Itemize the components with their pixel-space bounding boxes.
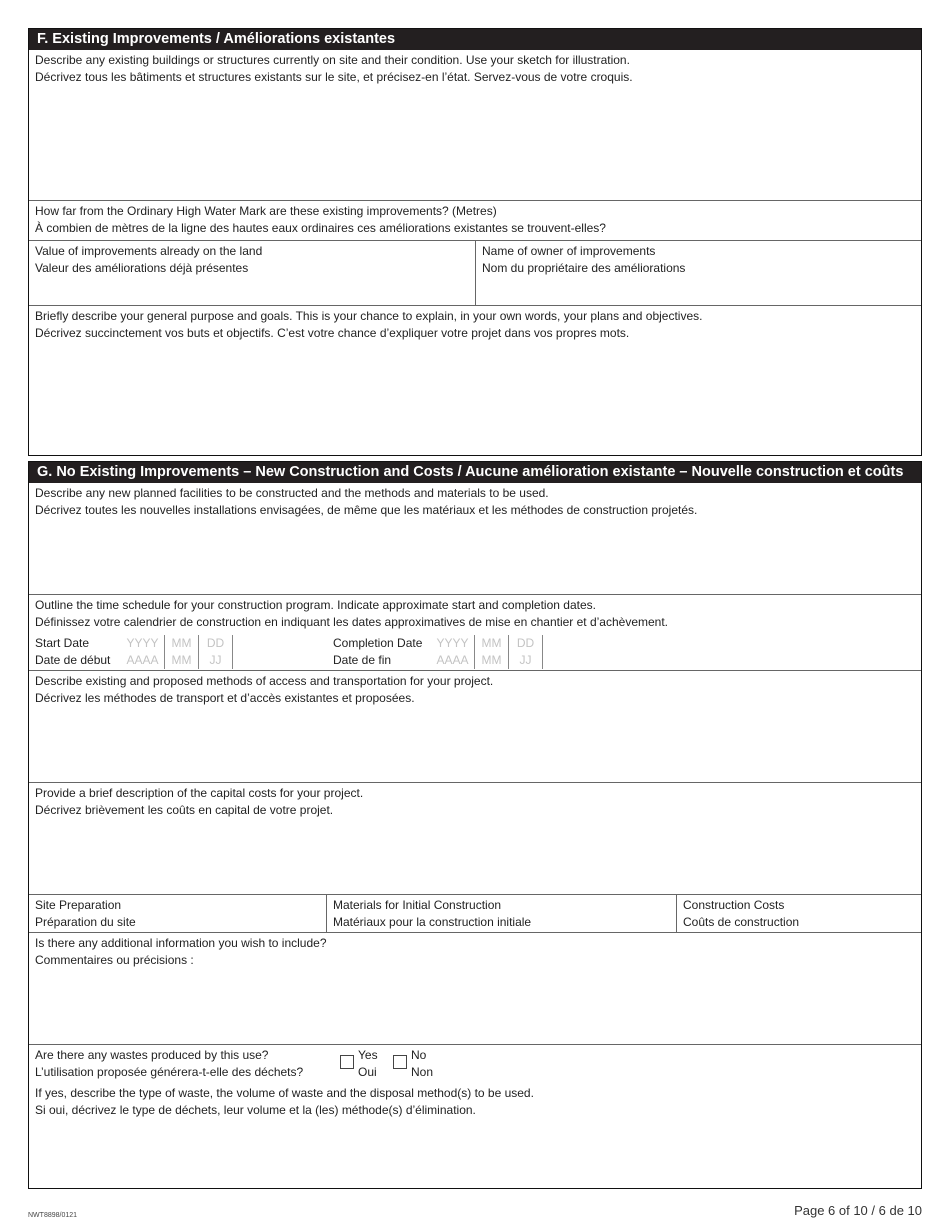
start-date-label-en: Start Date [35,636,90,650]
completion-date-label-fr: Date de fin [333,653,392,667]
wastes-no-checkbox[interactable] [393,1055,407,1069]
wastes-no-label-fr: Non [411,1065,434,1079]
construction-costs-label-fr: Coûts de construction [683,915,800,929]
owner-label-en: Name of owner of improvements [482,244,656,258]
section-g-new-construction [28,461,922,1189]
wastes-section [29,1045,921,1188]
page-number: Page 6 of 10 / 6 de 10 [794,1203,922,1218]
wastes-yes-checkbox[interactable] [340,1055,354,1069]
waste-detail-field[interactable] [29,1083,921,1188]
distance-high-water-field[interactable] [29,201,921,241]
capital-costs-field[interactable] [29,783,921,895]
purpose-label-fr: Décrivez succinctement vos buts et objectifs. C’est votre chance d’expliquer votre projet dans vos propres mots. [35,326,630,340]
start-date-year-input[interactable]: YYYY AAAA [121,635,165,669]
new-facilities-field[interactable] [29,483,921,595]
materials-field[interactable] [326,895,676,932]
wastes-yes-label-en: Yes [358,1048,378,1062]
schedule-section [29,595,921,671]
owner-label-fr: Nom du propriétaire des améliorations [482,261,686,275]
site-prep-label-fr: Préparation du site [35,915,136,929]
waste-detail-label-fr: Si oui, décrivez le type de déchets, leur volume et la (les) méthode(s) d’élimination. [35,1103,476,1117]
wastes-label-en: Are there any wastes produced by this use? [35,1048,269,1062]
value-owner-row [29,241,921,306]
capital-costs-label-fr: Décrivez brièvement les coûts en capital de votre projet. [35,803,334,817]
distance-label-en: How far from the Ordinary High Water Mark are these existing improvements? (Metres) [35,204,497,218]
materials-label-en: Materials for Initial Construction [333,898,502,912]
wastes-yes-label-fr: Oui [358,1065,377,1079]
completion-date-label-en: Completion Date [333,636,423,650]
section-f-existing-improvements [28,28,922,456]
construction-costs-label-en: Construction Costs [683,898,785,912]
access-label-fr: Décrivez les méthodes de transport et d’accès existantes et proposées. [35,691,415,705]
site-prep-label-en: Site Preparation [35,898,122,912]
improvements-owner-field[interactable] [475,241,921,305]
wastes-no-label-en: No [411,1048,427,1062]
construction-costs-field[interactable] [676,895,921,932]
purpose-label-en: Briefly describe your general purpose and goals. This is your chance to explain, in your own words, your plans and objectives. [35,309,703,323]
access-transport-field[interactable] [29,671,921,783]
form-id: NWT8898/0121 [28,1212,78,1219]
new-facilities-label-fr: Décrivez toutes les nouvelles installations envisagées, de même que les matériaux et les méthodes de construction projetés. [35,503,698,517]
new-facilities-label-en: Describe any new planned facilities to be constructed and the methods and materials to be used. [35,486,549,500]
start-date-label-fr: Date de début [35,653,111,667]
section-g-title: G. No Existing Improvements – New Construction and Costs / Aucune amélioration existante – Nouvelle construction et coûts [29,462,921,483]
section-f-title: F. Existing Improvements / Améliorations existantes [29,29,921,50]
waste-detail-label-en: If yes, describe the type of waste, the volume of waste and the disposal method(s) to be used. [35,1086,534,1100]
capital-costs-label-en: Provide a brief description of the capital costs for your project. [35,786,364,800]
existing-structures-label-en: Describe any existing buildings or structures currently on site and their condition. Use your sketch for illustration. [35,53,630,67]
start-date-group [35,635,335,669]
existing-structures-label-fr: Décrivez tous les bâtiments et structures existants sur le site, et précisez-en l’état. Servez-vous de votre croquis. [35,70,633,84]
purpose-goals-field[interactable] [29,306,921,454]
value-label-fr: Valeur des améliorations déjà présentes [35,261,249,275]
additional-label-en: Is there any additional information you wish to include? [35,936,327,950]
additional-info-field[interactable] [29,933,921,1045]
additional-label-fr: Commentaires ou précisions : [35,953,194,967]
access-label-en: Describe existing and proposed methods of access and transportation for your project. [35,674,494,688]
site-preparation-field[interactable] [29,895,326,932]
completion-date-month-input[interactable]: MM MM [475,635,509,669]
distance-label-fr: À combien de mètres de la ligne des hautes eaux ordinaires ces améliorations existantes se trouvent-elles? [35,221,606,235]
completion-date-group [333,635,653,669]
completion-date-day-input[interactable]: DD JJ [509,635,543,669]
materials-label-fr: Matériaux pour la construction initiale [333,915,532,929]
costs-breakdown-row [29,895,921,933]
schedule-label-en: Outline the time schedule for your construction program. Indicate approximate start and completion dates. [35,598,596,612]
start-date-day-input[interactable]: DD JJ [199,635,233,669]
start-date-month-input[interactable]: MM MM [165,635,199,669]
existing-structures-field[interactable] [29,50,921,201]
wastes-label-fr: L’utilisation proposée générera-t-elle des déchets? [35,1065,304,1079]
value-label-en: Value of improvements already on the land [35,244,263,258]
schedule-label-fr: Définissez votre calendrier de construction en indiquant les dates approximatives de mise en chantier et d’achèvement. [35,615,669,629]
improvements-value-field[interactable] [29,241,475,305]
completion-date-year-input[interactable]: YYYY AAAA [431,635,475,669]
